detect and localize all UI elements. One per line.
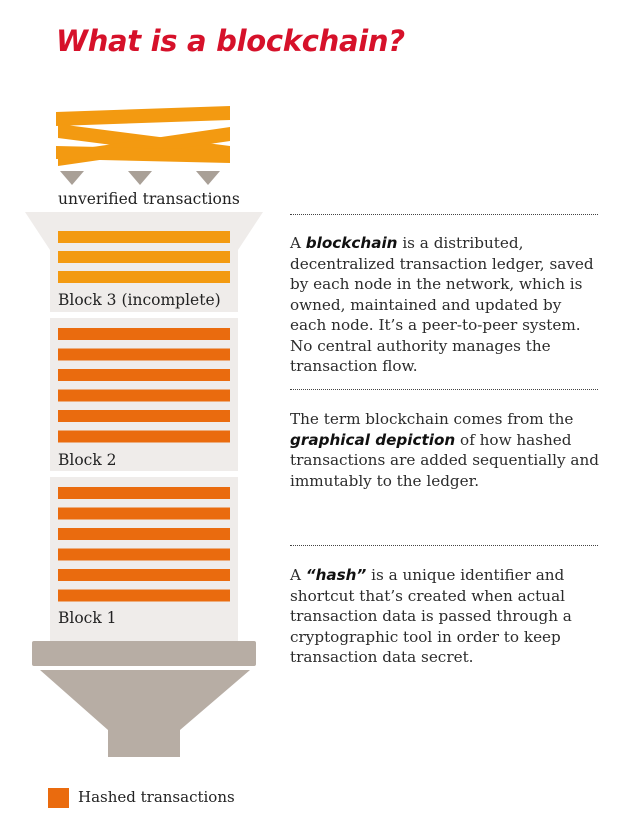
- term-blockchain: blockchain: [305, 234, 398, 252]
- funnel-base-bar: [32, 641, 256, 666]
- hashed-transaction-stripe: [58, 349, 230, 361]
- legend-swatch: [48, 788, 69, 808]
- blockchain-diagram: [0, 0, 290, 836]
- hashed-transaction-stripe: [58, 410, 230, 422]
- page-title: What is a blockchain?: [56, 24, 405, 58]
- hashed-transaction-stripe: [58, 231, 230, 243]
- legend-label: Hashed transactions: [78, 788, 235, 806]
- block-2-label: Block 2: [58, 451, 117, 469]
- hashed-transaction-stripe: [58, 508, 230, 520]
- hashed-transaction-stripe: [58, 369, 230, 381]
- block-3-stripes: [58, 231, 230, 283]
- down-arrow-icon: [128, 171, 152, 185]
- hashed-transaction-stripe: [58, 328, 230, 340]
- down-arrow-icon: [196, 171, 220, 185]
- hash-definition: A “hash” is a unique identifier and shortcut that’s created when actual transaction data is passed through a cryptographic tool in order to keep transaction data secret.: [290, 566, 572, 666]
- hashed-transaction-stripe: [58, 431, 230, 443]
- divider: [290, 214, 598, 215]
- block-1-label: Block 1: [58, 609, 117, 627]
- divider: [290, 545, 598, 546]
- term-hash: “hash”: [305, 566, 367, 584]
- hashed-transaction-stripe: [58, 590, 230, 602]
- unverified-strip: [56, 106, 230, 126]
- blockchain-definition: A blockchain is a distributed, decentralized transaction ledger, saved by each node in the network, which is owned, maintained and updated by each node. It’s a peer-to-peer system. No central authority manages the transaction flow.: [290, 234, 594, 375]
- funnel-base-cone: [40, 670, 250, 757]
- hashed-transaction-stripe: [58, 271, 230, 283]
- divider: [290, 389, 598, 390]
- unverified-transactions-strips: [56, 106, 230, 166]
- term-origin-paragraph: The term blockchain comes from the graphical depiction of how hashed transactions are added sequentially and immutably to the ledger.: [290, 410, 599, 490]
- term-graphical-depiction: graphical depiction: [290, 430, 456, 449]
- hashed-transaction-stripe: [58, 569, 230, 581]
- hashed-transaction-stripe: [58, 390, 230, 402]
- hashed-transaction-stripe: [58, 251, 230, 263]
- unverified-transactions-label: unverified transactions: [58, 190, 240, 208]
- down-arrow-icon: [60, 171, 84, 185]
- block-3-label: Block 3 (incomplete): [58, 291, 221, 309]
- hashed-transaction-stripe: [58, 549, 230, 561]
- hashed-transaction-stripe: [58, 528, 230, 540]
- hashed-transaction-stripe: [58, 487, 230, 499]
